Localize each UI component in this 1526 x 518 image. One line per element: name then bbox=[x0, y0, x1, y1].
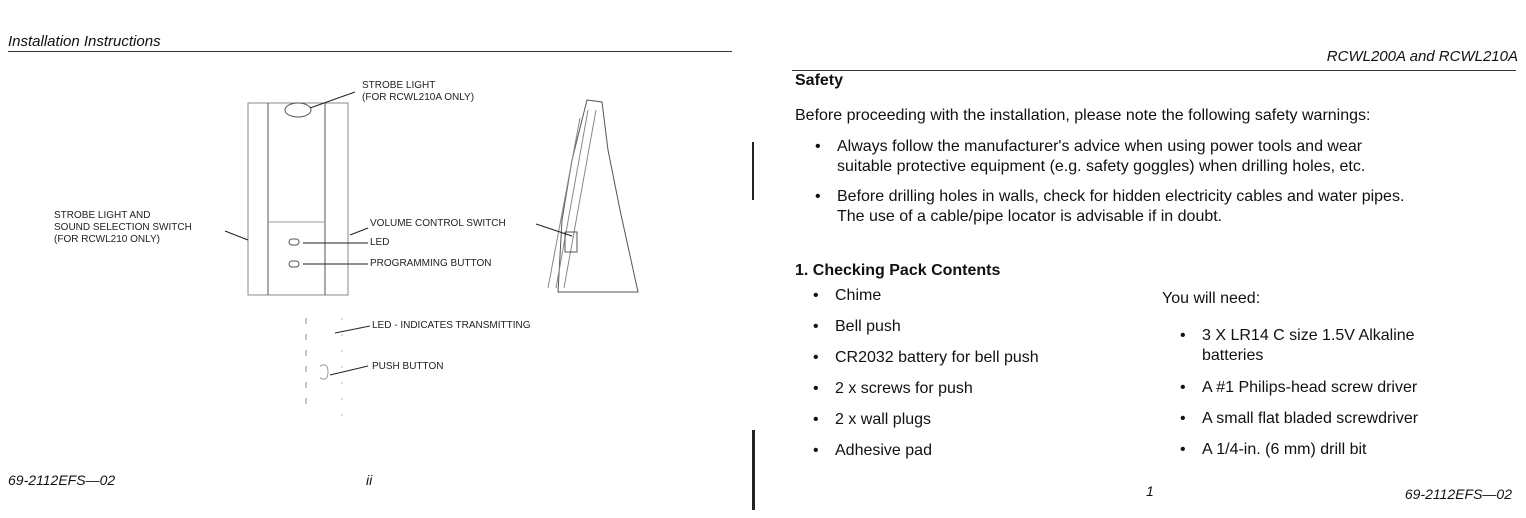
right-header-rule bbox=[792, 70, 1516, 71]
list-item: • A small flat bladed screwdriver bbox=[1180, 409, 1418, 440]
pack-contents-heading: 1. Checking Pack Contents bbox=[795, 262, 1001, 279]
side-inner-1 bbox=[548, 118, 580, 288]
chime-side-view bbox=[558, 100, 638, 292]
arrow-volume bbox=[350, 228, 368, 235]
right-footer-code: 69-2112EFS—02 bbox=[1404, 486, 1512, 502]
right-page-header: RCWL200A and RCWL210A bbox=[1326, 48, 1518, 65]
arrow-strobe-switch bbox=[225, 231, 248, 240]
list-item: • A 1/4-in. (6 mm) drill bit bbox=[1180, 440, 1418, 460]
arrow-led-transmitting bbox=[335, 326, 370, 333]
list-item: • 2 x wall plugs bbox=[813, 410, 1039, 441]
left-footer-code: 69-2112EFS—02 bbox=[8, 472, 116, 488]
label-strobe-light: STROBE LIGHT (FOR RCWL210A ONLY) bbox=[362, 80, 475, 103]
side-inner-2 bbox=[556, 110, 588, 288]
you-will-need-list bbox=[1180, 326, 1418, 460]
safety-heading: Safety bbox=[795, 72, 844, 89]
list-item: • Chime bbox=[813, 286, 1039, 317]
you-will-need-label: You will need: bbox=[1162, 290, 1261, 307]
safety-warning-list bbox=[815, 137, 1404, 237]
list-item: • CR2032 battery for bell push bbox=[813, 348, 1039, 379]
list-item: • Before drilling holes in walls, check for hidden electricity cables and water pipes. The use of a cable/pipe locator is advisable if in doubt. bbox=[815, 187, 1404, 227]
push-button-shape bbox=[320, 365, 328, 379]
label-push-button: PUSH BUTTON bbox=[372, 361, 444, 372]
list-item: • Always follow the manufacturer's advice when using power tools and wear suitable protective equipment (e.g. safety goggles) when drilling holes, etc. bbox=[815, 137, 1404, 177]
safety-intro: Before proceeding with the installation, please note the following safety warnings: bbox=[795, 107, 1371, 124]
gutter-mark-bottom bbox=[752, 430, 755, 510]
led-shape bbox=[289, 239, 299, 245]
label-programming-button: PROGRAMMING BUTTON bbox=[370, 258, 492, 269]
list-item: • Bell push bbox=[813, 317, 1039, 348]
list-item: • 2 x screws for push bbox=[813, 379, 1039, 410]
gutter-mark-top bbox=[752, 142, 754, 200]
list-item: • A #1 Philips-head screw driver bbox=[1180, 378, 1418, 409]
label-led-transmitting: LED - INDICATES TRANSMITTING bbox=[372, 320, 531, 331]
arrow-push-button bbox=[330, 366, 368, 375]
right-page-number: 1 bbox=[1146, 483, 1154, 499]
left-page-number: ii bbox=[366, 472, 373, 488]
side-inner-3 bbox=[564, 110, 596, 288]
label-volume-control-switch: VOLUME CONTROL SWITCH bbox=[370, 218, 506, 229]
programming-button-shape bbox=[289, 261, 299, 267]
label-strobe-switch: STROBE LIGHT AND SOUND SELECTION SWITCH (FOR RCWL210 ONLY) bbox=[54, 210, 192, 245]
list-item: • Adhesive pad bbox=[813, 441, 1039, 472]
pack-contents-list bbox=[813, 286, 1039, 472]
label-led: LED bbox=[370, 237, 390, 248]
strobe-light-shape bbox=[285, 103, 311, 117]
left-page-header: Installation Instructions bbox=[8, 33, 161, 50]
list-item: • 3 X LR14 C size 1.5V Alkaline batteries bbox=[1180, 326, 1418, 378]
